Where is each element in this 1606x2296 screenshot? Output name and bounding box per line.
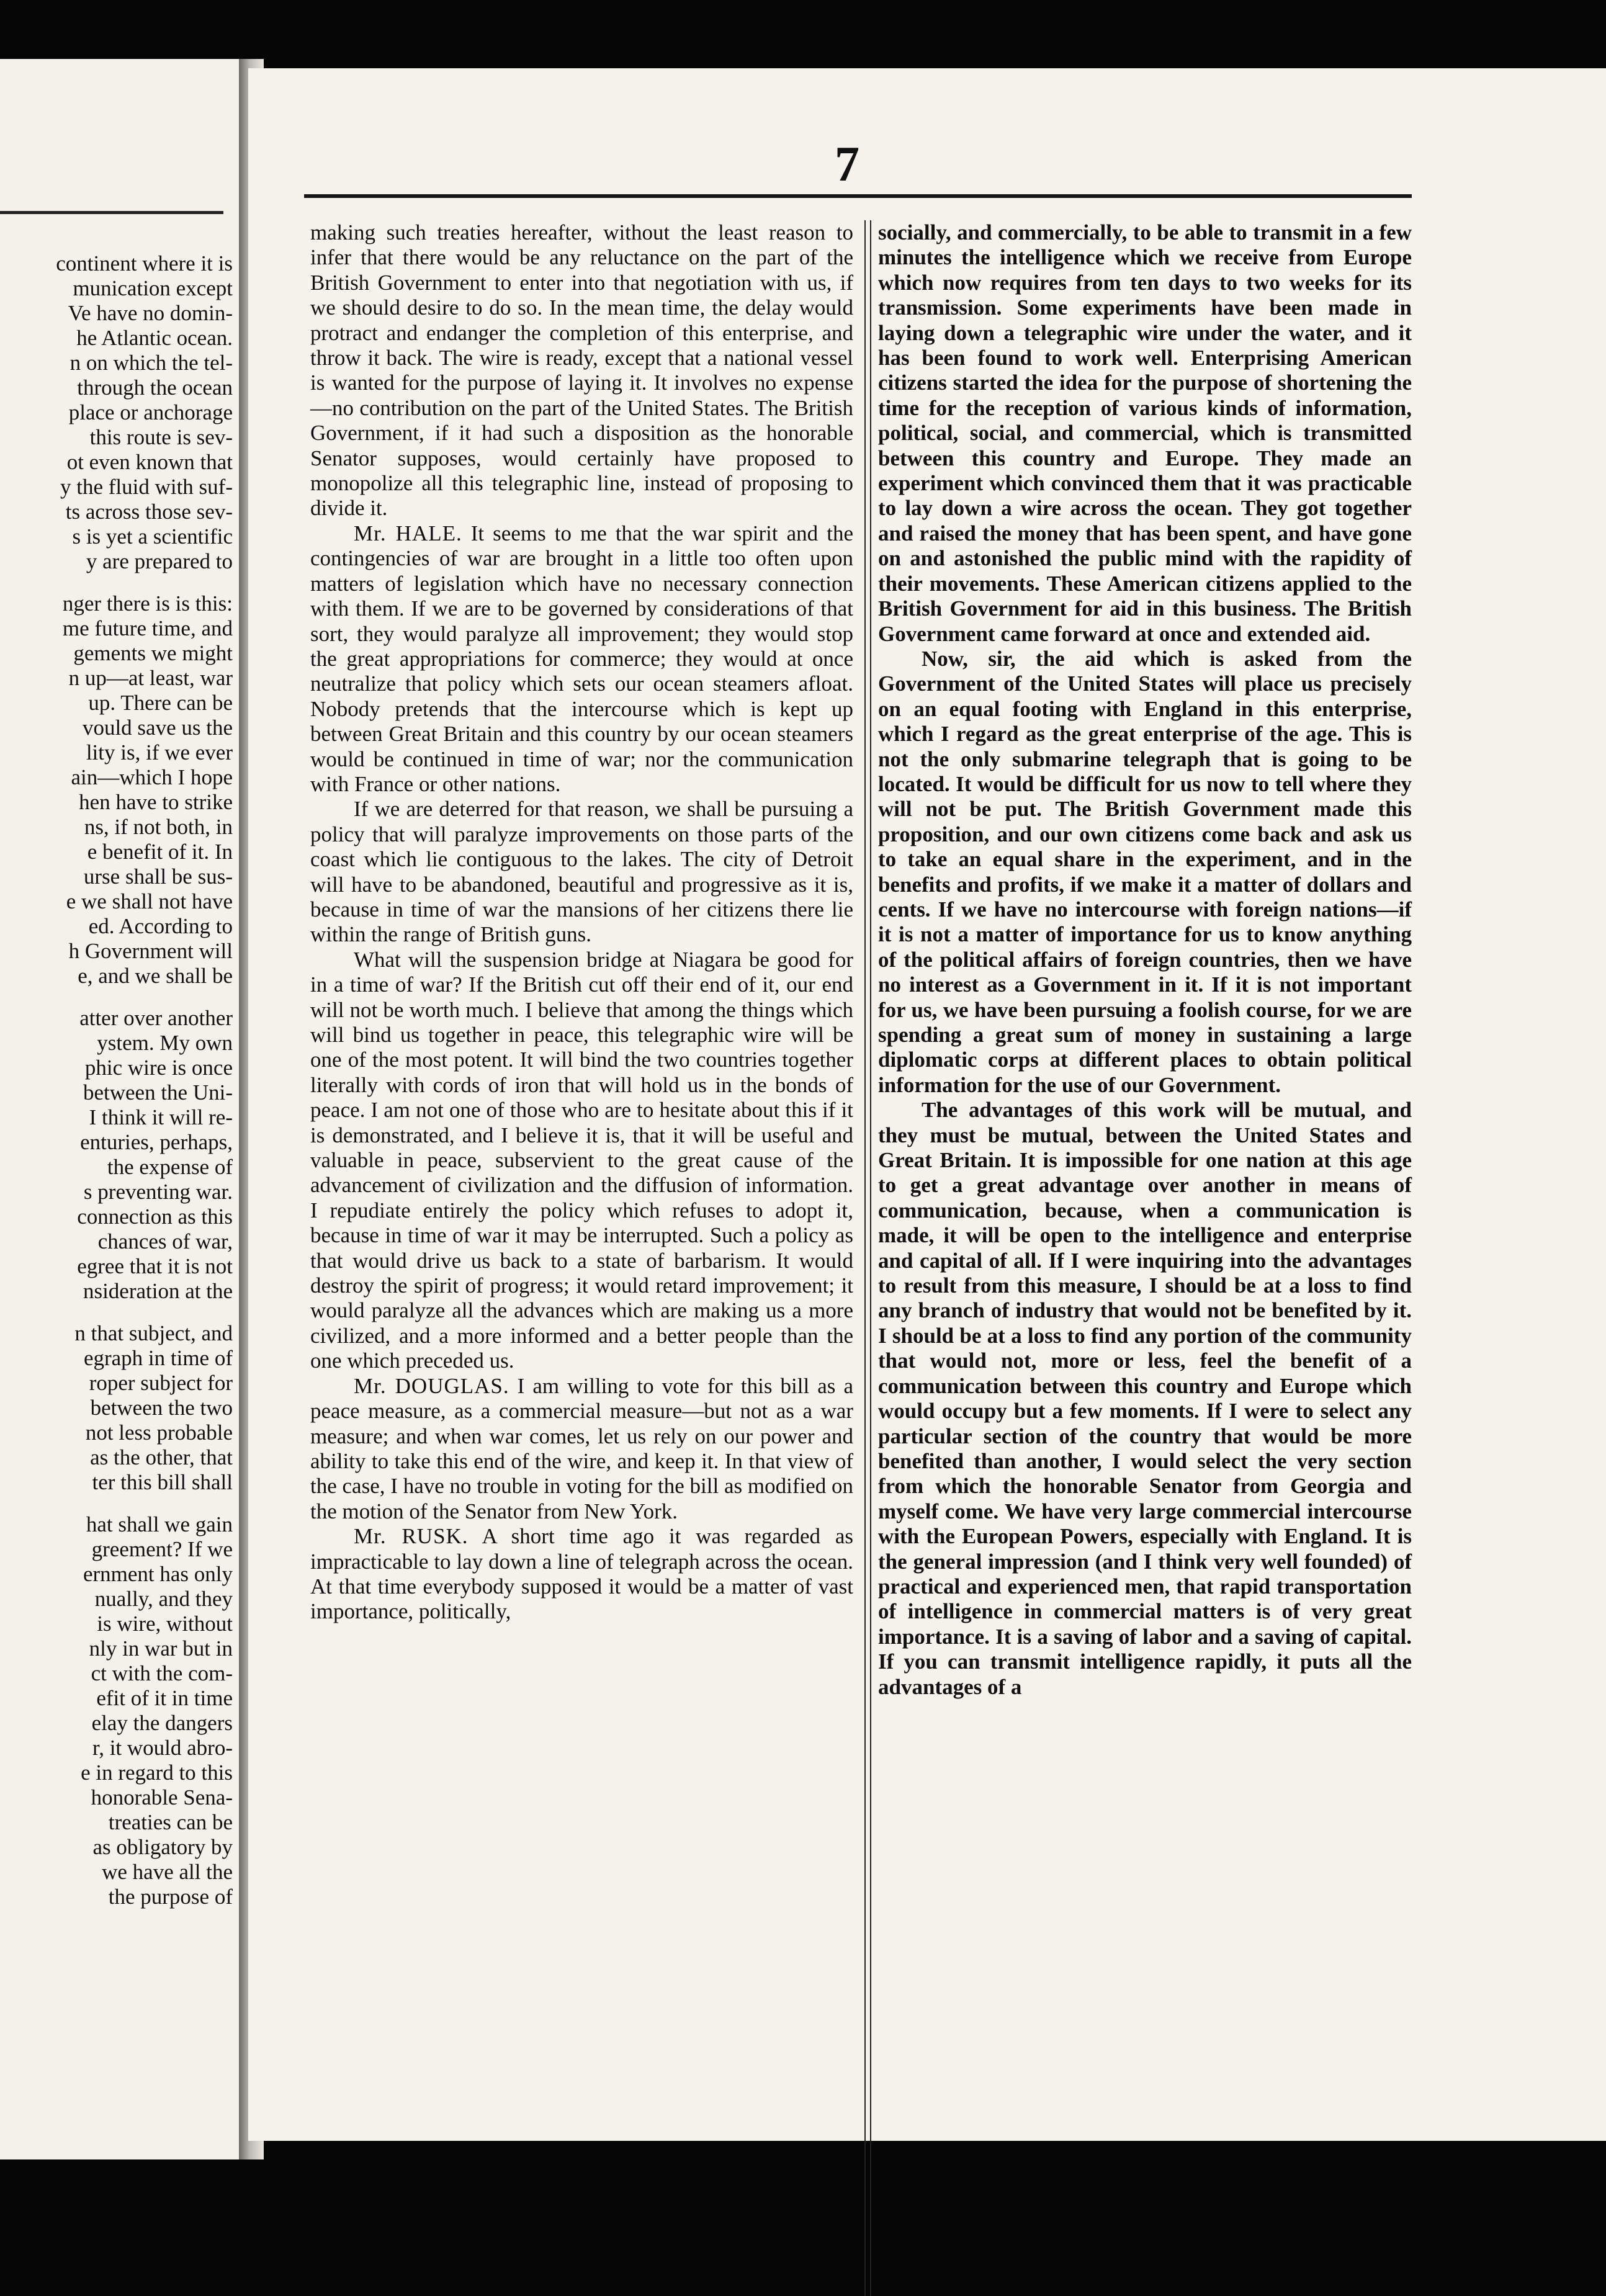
facing-page-line: y the fluid with suf- [60,475,233,499]
facing-page-line: me future time, and [62,616,233,640]
facing-page [0,59,239,2159]
speaker-name: Mr. HALE. [354,521,462,545]
paragraph [310,1374,853,1524]
facing-page-line [0,1495,233,1512]
facing-page-line: egraph in time of [83,1346,233,1370]
facing-page-line: efit of it in time [96,1686,233,1710]
facing-page-line: between the Uni- [83,1080,233,1105]
facing-page-line: n that subject, and [74,1321,233,1345]
paragraph [878,647,1412,1098]
facing-page-line: ct with the com- [91,1661,233,1685]
facing-page-line: hat shall we gain [86,1512,233,1536]
facing-page-line: e, and we shall be [78,964,233,988]
facing-page-line [0,989,233,1006]
paragraph [878,1098,1412,1700]
facing-page-line: r, it would abro- [92,1736,233,1760]
paragraph [310,797,853,947]
paragraph-text: If we are deterred for that reason, we shall be pursuing a policy that will paralyze improvements on those parts of the coast which lie contiguous to the lakes. The city of Detroit will have to be abandoned, beautiful and progressive as it is, because in time of war the mansions of her citizens there lie within the range of British guns. [310,797,853,947]
paragraph [310,521,853,797]
facing-page-line: gements we might [73,641,233,665]
facing-page-line: phic wire is once [84,1056,233,1080]
facing-page-line: e benefit of it. In [87,840,233,864]
facing-page-line: not less probable [85,1420,233,1445]
paragraph-text: What will the suspension bridge at Niagara be good for in a time of war? If the British cut off their end of it, our end will not be worth much. I believe that among the things which will bind us together in peace, this telegraphic wire will be one of the most potent. It will bind the two countries together literally with cords of iron that will hold us in the bonds of peace. I am not one of those who are to hesitate about this if it is demonstrated, and I believe it is, that it will be useful and valuable in peace, subservient to the great cause of the advancement of civilization and the diffusion of information. I repudiate entirely the policy which refuses to adopt it, because in time of war it may be interrupted. Such a policy as that would drive us back to a state of barbarism. It would destroy the spirit of progress; it would retard improvement; it would paralyze all the advances which are making us a more civilized, and a more informed and a better people than the one which preceded us. [310,947,853,1373]
facing-page-line: nsideration at the [83,1279,233,1303]
facing-page-line: n on which the tel- [70,351,233,375]
facing-page-line: place or anchorage [68,400,233,424]
paragraph-text: Now, sir, the aid which is asked from the Government of the United States will place us precisely on an equal footing with England in this enterprise, which I regard as the great enterprise of the age. This is not the only submarine telegraph that is going to be located. It would be difficult for us now to tell where they will not be put. The British Government made this proposition, and our own citizens come back and ask us to take an equal share in the experiment, and in the benefits and profits, if we make it a matter of dollars and cents. If we have no intercourse with foreign nations—if it is not a matter of importance for us to know anything of the political affairs of foreign countries, then we have no interest as a Government in it. If it is not important for us, we have been pursuing a foolish course, for we are spending a great sum of money in sustaining a large diplomatic corps at different places to obtain political information for the use of our Government. [878,646,1412,1097]
facing-page-line: he Atlantic ocean. [76,326,233,350]
facing-page-line: y are prepared to [86,549,233,573]
facing-page-line: up. There can be [88,691,233,715]
header-rule [304,194,1412,198]
facing-page-line: ernment has only [83,1562,233,1586]
facing-page-line: s preventing war. [83,1180,233,1204]
paragraph [310,220,853,521]
facing-page-line: chances of war, [97,1229,233,1253]
facing-page-line: between the two [90,1396,233,1420]
paragraph-text: The advantages of this work will be mutual, and they must be mutual, between the United States and Great Britain. It is impossible for one nation at this age to get a great advantage over another in means of communication, because, when a communication is made, it will be open to the intelligence and enterprise and capital of all. If I were inquiring into the advantages to result from this measure, I should be at a loss to find any branch of industry that would not be benefited by it. I should be at a loss to find any portion of the community that would not, more or less, feel the benefit of a communication between this country and Europe which would occupy but a few moments. If I were to select any particular section of the country that would be more benefited than another, I would select the very section from which the honorable Senator from Georgia and myself come. We have very large commercial intercourse with the European Powers, especially with England. It is the general impression (and I think very well founded) of practical and experienced men, that rapid transportation of intelligence in commercial matters is of very great importance. It is a saving of labor and a saving of capital. If you can transmit intelligence rapidly, it puts all the advantages of a [878,1098,1412,1699]
facing-page-text-column [0,251,233,1909]
facing-page-line: greement? If we [91,1537,233,1561]
speaker-name: Mr. DOUGLAS. [354,1373,509,1398]
facing-page-line: ain—which I hope [71,765,233,789]
facing-page-line: munication except [73,276,233,300]
paragraph-text: I am willing to vote for this bill as a peace measure, as a commercial measure—but not as a war measure; and when war comes, let us rely on our power and ability to take this end of the wire, and keep it. In that view of the case, I have no trouble in voting for the bill as modified on the motion of the Senator from New York. [310,1373,853,1523]
facing-page-line: urse shall be sus- [83,864,233,889]
facing-page-line: the purpose of [108,1885,233,1909]
facing-page-line: e we shall not have [66,889,233,913]
facing-page-line: ot even known that [66,450,233,474]
facing-page-line: h Government will [68,939,233,963]
facing-page-line: nly in war but in [89,1636,233,1661]
facing-page-line: treaties can be [108,1810,233,1834]
facing-page-line: s is yet a scientific [72,524,233,549]
facing-page-line: continent where it is [56,251,233,276]
facing-page-line: roper subject for [89,1371,233,1395]
facing-page-line: elay the dangers [91,1711,233,1735]
facing-page-line: lity is, if we ever [86,740,233,765]
facing-page-line: as the other, that [90,1445,233,1469]
facing-page-line: hen have to strike [79,790,233,814]
facing-page-line: nger there is is this: [62,591,233,616]
facing-page-line: through the ocean [77,375,233,400]
paragraph [310,948,853,1374]
facing-page-line: ts across those sev- [65,500,233,524]
facing-page-line: atter over another [79,1006,233,1030]
facing-page-line: connection as this [77,1204,233,1229]
facing-page-line: egree that it is not [77,1254,233,1278]
paragraph-text: socially, and commercially, to be able to transmit in a few minutes the intelligence which we receive from Europe which now requires from ten days to two weeks for its transmission. Some experiments have been made in laying down a telegraphic wire under the water, and it has been found to work well. Enterprising American citizens started the idea for the purpose of shortening the time for the reception of various kinds of information, political, social, and commercial, which is transmitted between this country and Europe. They made an experiment which convinced them that it was practicable to lay down a wire across the ocean. They got together and raised the money that has been spent, and have gone on and astonished the public mind with the rapidity of their movements. These American citizens applied to the British Government for aid in this business. The British Government came forward at once and extended aid. [878,220,1412,646]
facing-page-line: ns, if not both, in [84,815,233,839]
facing-page-line: honorable Sena- [91,1785,233,1809]
facing-page-line: I think it will re- [89,1105,233,1129]
page-number: 7 [835,137,859,192]
facing-page-line: Ve have no domin- [68,301,233,325]
facing-page-line: the expense of [107,1155,233,1179]
facing-page-line: ter this bill shall [92,1470,233,1494]
facing-page-rule [0,211,223,214]
facing-page-line: nually, and they [94,1587,233,1611]
text-column-2 [878,220,1412,1700]
facing-page-line: ystem. My own [97,1031,233,1055]
paragraph [878,220,1412,647]
column-divider [864,220,871,2296]
facing-page-line: n up—at least, war [68,666,233,690]
facing-page-line: enturies, perhaps, [80,1130,233,1154]
facing-page-line: is wire, without [97,1612,233,1636]
facing-page-line: ed. According to [88,914,233,938]
paragraph-text: It seems to me that the war spirit and the contingencies of war are brought in a little too often upon matters of legislation which have no necessary connection with them. If we are to be governed by considerations of that sort, they would paralyze all improvement; they would stop the great appropriations for commerce; they would at once neutralize that policy which sets our ocean steamers afloat. Nobody pretends that the intercourse which is kept up between Great Britain and this country by our ocean steamers would be continued in time of war; nor the communication with France or other nations. [310,521,853,796]
paragraph-text: making such treaties hereafter, without the least reason to infer that there would be any reluctance on the part of the British Government to enter into that negotiation with us, if we should desire to do so. In the mean time, the delay would protract and endanger the completion of this enterprise, and throw it back. The wire is ready, except that a national vessel is wanted for the purpose of laying it. It involves no expense—no contribution on the part of the United States. The British Government, if it had such a disposition as the honorable Senator supposes, would certainly have proposed to monopolize all this telegraphic line, instead of proposing to divide it. [310,220,853,521]
facing-page-line: this route is sev- [89,425,233,449]
facing-page-line: e in regard to this [81,1760,233,1785]
text-column-1 [310,220,853,1625]
paragraph [310,1524,853,1625]
facing-page-line: as obligatory by [92,1835,233,1859]
facing-page-line [0,1304,233,1321]
facing-page-line [0,574,233,591]
paragraph-text: A short time ago it was regarded as impracticable to lay down a line of telegraph across the ocean. At that time everybody supposed it would be a matter of vast importance, politically, [310,1524,853,1624]
facing-page-line: vould save us the [82,715,233,740]
speaker-name: Mr. RUSK. [354,1524,469,1549]
facing-page-line: we have all the [102,1860,233,1884]
